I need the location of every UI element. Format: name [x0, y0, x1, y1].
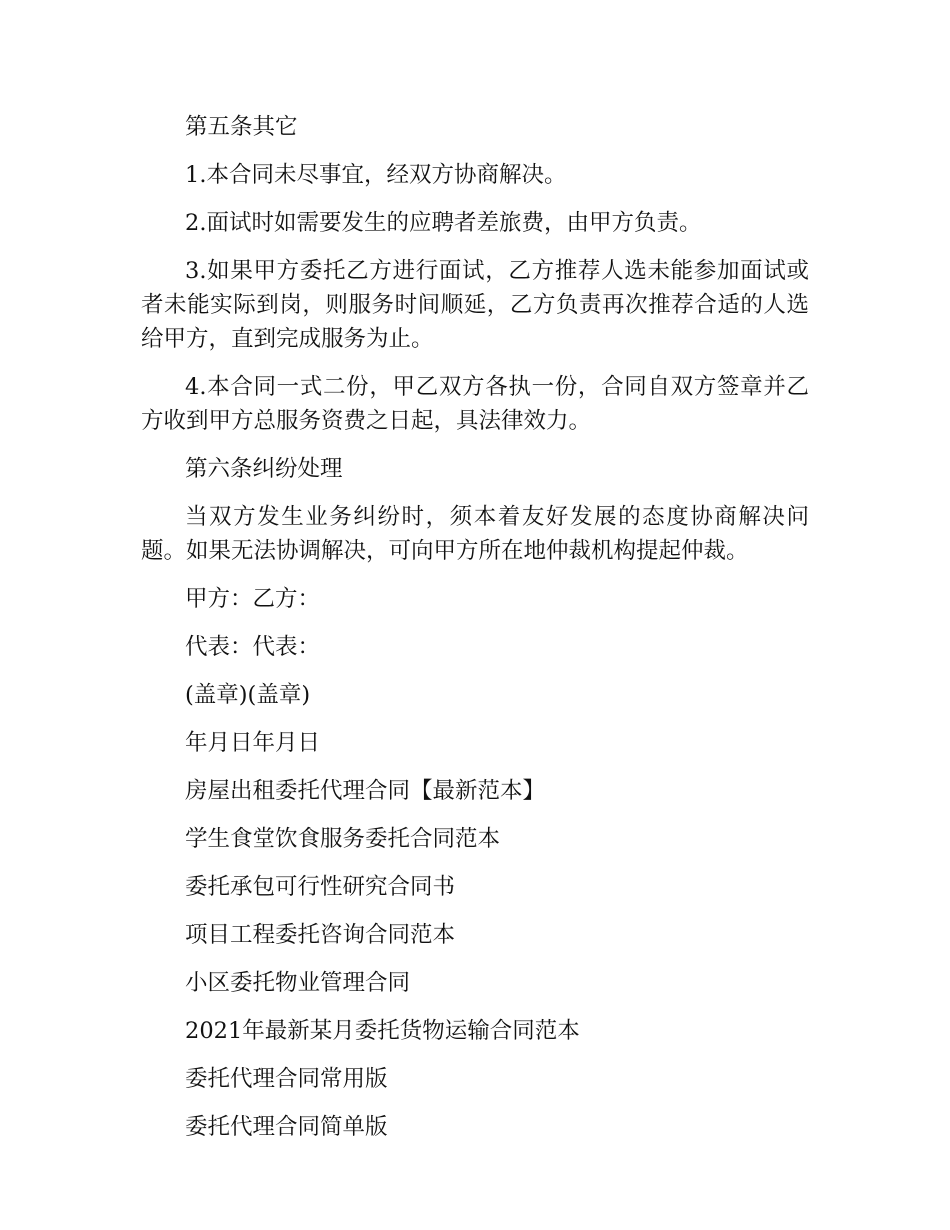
clause-item-3: 3.如果甲方委托乙方进行面试，乙方推荐人选未能参加面试或者未能实际到岗，则服务时间顺延，乙方负责再次推荐合适的人选给甲方，直到完成服务为止。 [141, 258, 809, 352]
signature-dates: 年月日年月日 [185, 730, 321, 756]
clause-item-4: 4.本合同一式二份，甲乙双方各执一份，合同自双方签章并乙方收到甲方总服务资费之日起，具法律效力。 [141, 374, 809, 434]
related-title-2: 学生食堂饮食服务委托合同范本 [185, 826, 501, 852]
signature-seals: (盖章)(盖章) [185, 682, 311, 708]
related-title-8: 委托代理合同简单版 [185, 1114, 388, 1140]
clause-item-2: 2.面试时如需要发生的应聘者差旅费，由甲方负责。 [185, 210, 702, 236]
dispute-clause: 当双方发生业务纠纷时，须本着友好发展的态度协商解决问题。如果无法协调解决，可向甲方所在地仲裁机构提起仲裁。 [141, 504, 809, 564]
related-title-7: 委托代理合同常用版 [185, 1066, 388, 1092]
related-title-3: 委托承包可行性研究合同书 [185, 874, 456, 900]
related-title-1: 房屋出租委托代理合同【最新范本】 [185, 778, 546, 804]
section-heading-other-terms: 第五条其它 [185, 114, 298, 140]
signature-parties: 甲方：乙方： [185, 586, 321, 612]
related-title-4: 项目工程委托咨询合同范本 [185, 922, 456, 948]
signature-representatives: 代表：代表： [185, 634, 321, 660]
section-heading-dispute: 第六条纠纷处理 [185, 456, 343, 482]
document-body [141, 110, 809, 1158]
related-title-5: 小区委托物业管理合同 [185, 970, 411, 996]
clause-item-1: 1.本合同未尽事宜，经双方协商解决。 [185, 162, 567, 188]
related-title-6: 2021年最新某月委托货物运输合同范本 [185, 1018, 580, 1044]
